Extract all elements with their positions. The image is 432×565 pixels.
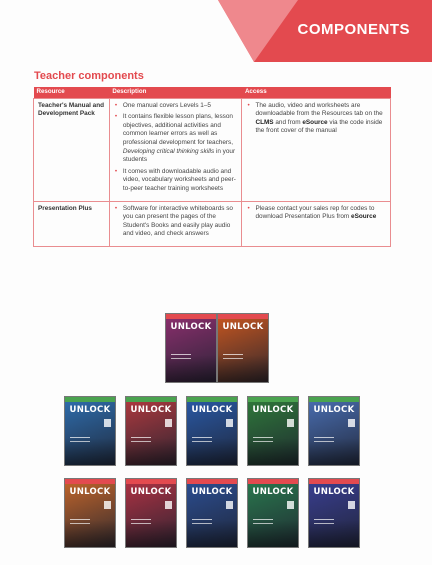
cover-strip [187,397,237,402]
list-item: • It comes with downloadable audio and video, vocabulary worksheets and peer-to-peer teacher training worksheets [114,168,238,194]
unlock-logo: UNLOCK [191,487,233,497]
level-badge [104,501,111,509]
access-cell [242,98,391,201]
cover-photo-shade [309,520,359,547]
access-text: The audio, video and worksheets are downloadable from the Resources tab on the [255,101,383,118]
book-cover [125,396,177,466]
description-list [114,205,238,239]
cover-strip [126,397,176,402]
cover-photo-shade [166,355,216,382]
cover-photo-shade [248,438,298,465]
book-cover [165,313,217,383]
access-text: via the code inside the front cover of the manual [255,118,383,135]
description-list [114,102,238,194]
cover-strip [187,479,237,484]
level-badge [165,419,172,427]
book-cover [308,478,360,548]
cover-photo-shade [187,520,237,547]
unlock-logo: UNLOCK [252,405,294,415]
cover-strip [309,397,359,402]
bold-text: CLMS [255,118,274,126]
cover-photo-shade [309,438,359,465]
level-badge [165,501,172,509]
list-item: • Software for interactive whiteboards so you can present the pages of the Student's Books and easily play audio and video, and check answers [114,205,238,239]
book-cover [308,396,360,466]
cover-strip [309,479,359,484]
list-item [246,205,386,222]
level-badge [348,501,355,509]
cover-strip [248,479,298,484]
cover-strip [248,397,298,402]
unlock-logo: UNLOCK [69,487,111,497]
book-cover [64,396,116,466]
book-cover [64,478,116,548]
unlock-logo: UNLOCK [313,487,355,497]
table-row [34,98,391,201]
book-cover [186,478,238,548]
unlock-logo: UNLOCK [252,487,294,497]
table-row [34,201,391,246]
cover-strip [126,479,176,484]
resource-cell: Presentation Plus [34,201,110,246]
cover-strip [65,479,115,484]
level-badge [287,501,294,509]
description-text: It contains flexible lesson plans, lesson objectives, additional activities and common learner errors as well as professional development for teachers, [122,113,233,146]
level-badge [104,419,111,427]
book-cover [186,396,238,466]
list-item [114,113,238,165]
description-cell [109,201,242,246]
unlock-logo: UNLOCK [130,487,172,497]
bold-text: eSource [351,213,377,221]
access-list [246,102,386,136]
cover-photo-shade [126,520,176,547]
level-badge [226,501,233,509]
description-cell [109,98,242,201]
book-cover [125,478,177,548]
bold-text: eSource [302,118,328,126]
access-text: Please contact your sales rep for codes to download Presentation Plus from [255,204,375,221]
access-cell [242,201,391,246]
level-badge [226,419,233,427]
cover-strip [166,314,216,319]
cover-photo-shade [126,438,176,465]
unlock-logo: UNLOCK [69,405,111,415]
cover-strip [218,314,268,319]
italic-text: Developing critical thinking skills [122,147,215,155]
book-cover [247,396,299,466]
book-cover [217,313,269,383]
unlock-logo: UNLOCK [170,322,212,332]
book-cover [247,478,299,548]
cover-strip [65,397,115,402]
cover-photo-shade [65,438,115,465]
resource-cell: Teacher's Manual and Development Pack [34,98,110,201]
unlock-logo: UNLOCK [313,405,355,415]
access-text: and from [273,118,303,126]
page-title: COMPONENTS [297,21,410,38]
list-item [246,102,386,136]
cover-photo-shade [248,520,298,547]
unlock-logo: UNLOCK [191,405,233,415]
cover-photo-shade [218,355,268,382]
access-list [246,205,386,222]
level-badge [348,419,355,427]
section-title: Teacher components [34,70,144,82]
table-header-row [34,87,391,98]
header-description: Description [109,87,242,98]
unlock-logo: UNLOCK [130,405,172,415]
cover-photo-shade [65,520,115,547]
cover-photo-shade [187,438,237,465]
list-item: • One manual covers Levels 1–5 [114,102,238,111]
header-resource: Resource [34,87,110,98]
components-table [33,87,391,247]
header-access: Access [242,87,391,98]
level-badge [287,419,294,427]
unlock-logo: UNLOCK [222,322,264,332]
description-text: in your students [122,147,236,164]
